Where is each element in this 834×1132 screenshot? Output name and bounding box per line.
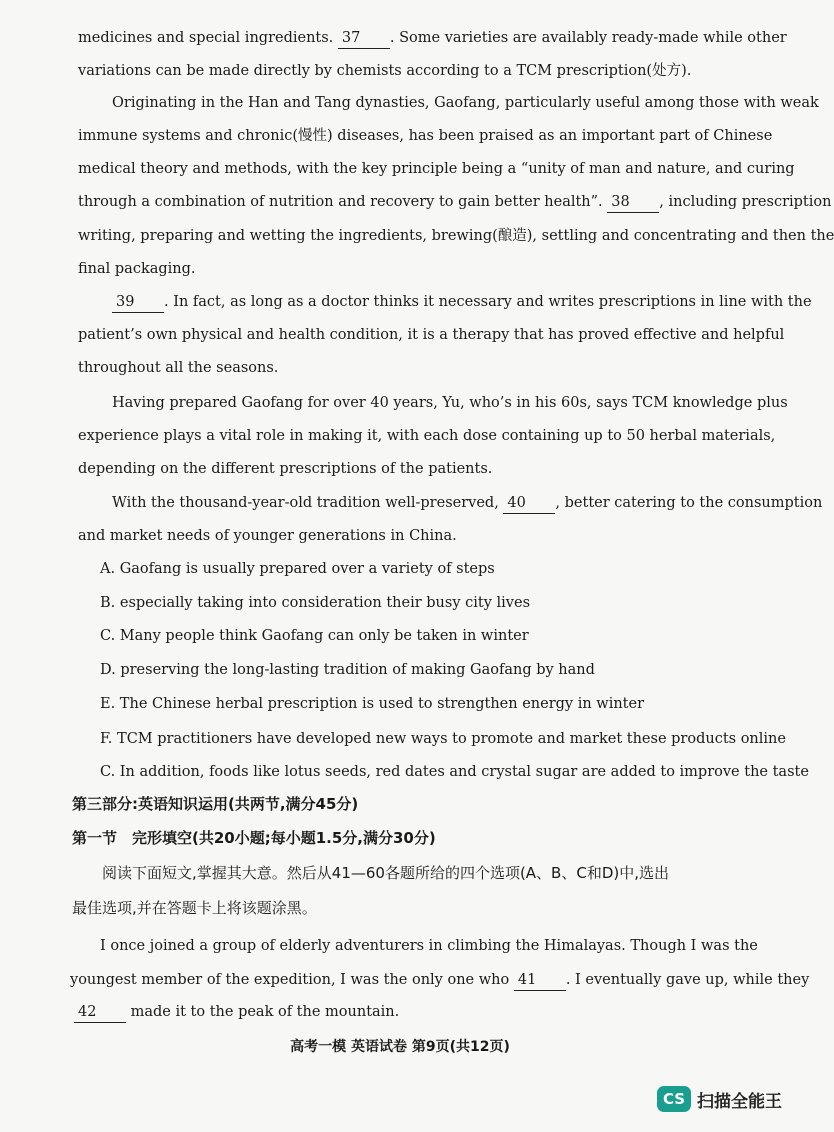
blank-41: 41 <box>514 970 566 991</box>
option-e: E. The Chinese herbal prescription is used to strengthen energy in winter <box>100 696 645 712</box>
scanner-watermark <box>657 1086 782 1112</box>
text: made it to the peak of the mountain. <box>130 1004 400 1020</box>
passage-line: and market needs of younger generations in China. <box>78 528 457 544</box>
passage-line: throughout all the seasons. <box>78 360 279 376</box>
section-title: 第三部分:英语知识运用(共两节,满分45分) <box>72 795 359 813</box>
instruction-line: 阅读下面短文,掌握其大意。然后从41—60各题所给的四个选项(A、B、C和D)中,选出 <box>102 864 669 882</box>
blank-38: 38 <box>607 192 659 213</box>
text: through a combination of nutrition and recovery to gain better health”. <box>78 194 603 210</box>
option-d: D. preserving the long-lasting tradition of making Gaofang by hand <box>100 662 595 678</box>
passage-line: depending on the different prescriptions of the patients. <box>78 461 493 477</box>
camscanner-logo-icon: CS <box>657 1086 691 1112</box>
blank-37: 37 <box>338 28 390 49</box>
passage-line <box>112 292 812 313</box>
passage-line: variations can be made directly by chemists according to a TCM prescription(处方). <box>78 63 692 79</box>
option-c: C. Many people think Gaofang can only be taken in winter <box>100 628 529 644</box>
passage-line: experience plays a vital role in making it, with each dose containing up to 50 herbal materials, <box>78 428 776 444</box>
section-subtitle: 第一节 完形填空(共20小题;每小题1.5分,满分30分) <box>72 829 436 847</box>
passage-line: Having prepared Gaofang for over 40 years, Yu, who’s in his 60s, says TCM knowledge plus <box>112 395 788 411</box>
passage-line: writing, preparing and wetting the ingredients, brewing(酿造), settling and concentrating and then the <box>78 228 834 244</box>
cloze-line <box>70 970 810 991</box>
passage-line: final packaging. <box>78 261 196 277</box>
option-a: A. Gaofang is usually prepared over a variety of steps <box>100 561 495 577</box>
blank-40: 40 <box>503 493 555 514</box>
option-f: F. TCM practitioners have developed new ways to promote and market these products online <box>100 731 786 747</box>
passage-line: medical theory and methods, with the key principle being a “unity of man and nature, and curing <box>78 161 795 177</box>
text: medicines and special ingredients. <box>78 30 334 46</box>
page-footer: 高考一模 英语试卷 第9页(共12页) <box>290 1039 510 1055</box>
passage-line <box>78 28 787 49</box>
passage-line: Originating in the Han and Tang dynasties, Gaofang, particularly useful among those with weak <box>112 95 819 111</box>
blank-39: 39 <box>112 292 164 313</box>
passage-line <box>112 493 823 514</box>
passage-line: immune systems and chronic(慢性) diseases, has been praised as an important part of Chinese <box>78 128 773 144</box>
text: . Some varieties are availably ready-made while other <box>389 30 787 46</box>
text: youngest member of the expedition, I was the only one who <box>70 972 510 988</box>
watermark-text: 扫描全能王 <box>697 1091 782 1112</box>
cloze-line <box>74 1002 732 1023</box>
cloze-line: I once joined a group of elderly adventurers in climbing the Himalayas. Though I was the <box>100 938 758 954</box>
passage-line: patient’s own physical and health condition, it is a therapy that has proved effective and helpful <box>78 327 785 343</box>
option-g: C. In addition, foods like lotus seeds, red dates and crystal sugar are added to improve the taste <box>100 764 809 780</box>
instruction-line: 最佳选项,并在答题卡上将该题涂黑。 <box>72 899 317 917</box>
text: With the thousand-year-old tradition well-preserved, <box>112 495 499 511</box>
passage-line <box>78 192 832 213</box>
option-b: B. especially taking into consideration their busy city lives <box>100 595 531 611</box>
text: . In fact, as long as a doctor thinks it necessary and writes prescriptions in line with the <box>164 294 812 310</box>
text: , better catering to the consumption <box>555 495 823 511</box>
text: , including prescription <box>659 194 832 210</box>
text: . I eventually gave up, while they <box>565 972 810 988</box>
blank-42: 42 <box>74 1002 126 1023</box>
